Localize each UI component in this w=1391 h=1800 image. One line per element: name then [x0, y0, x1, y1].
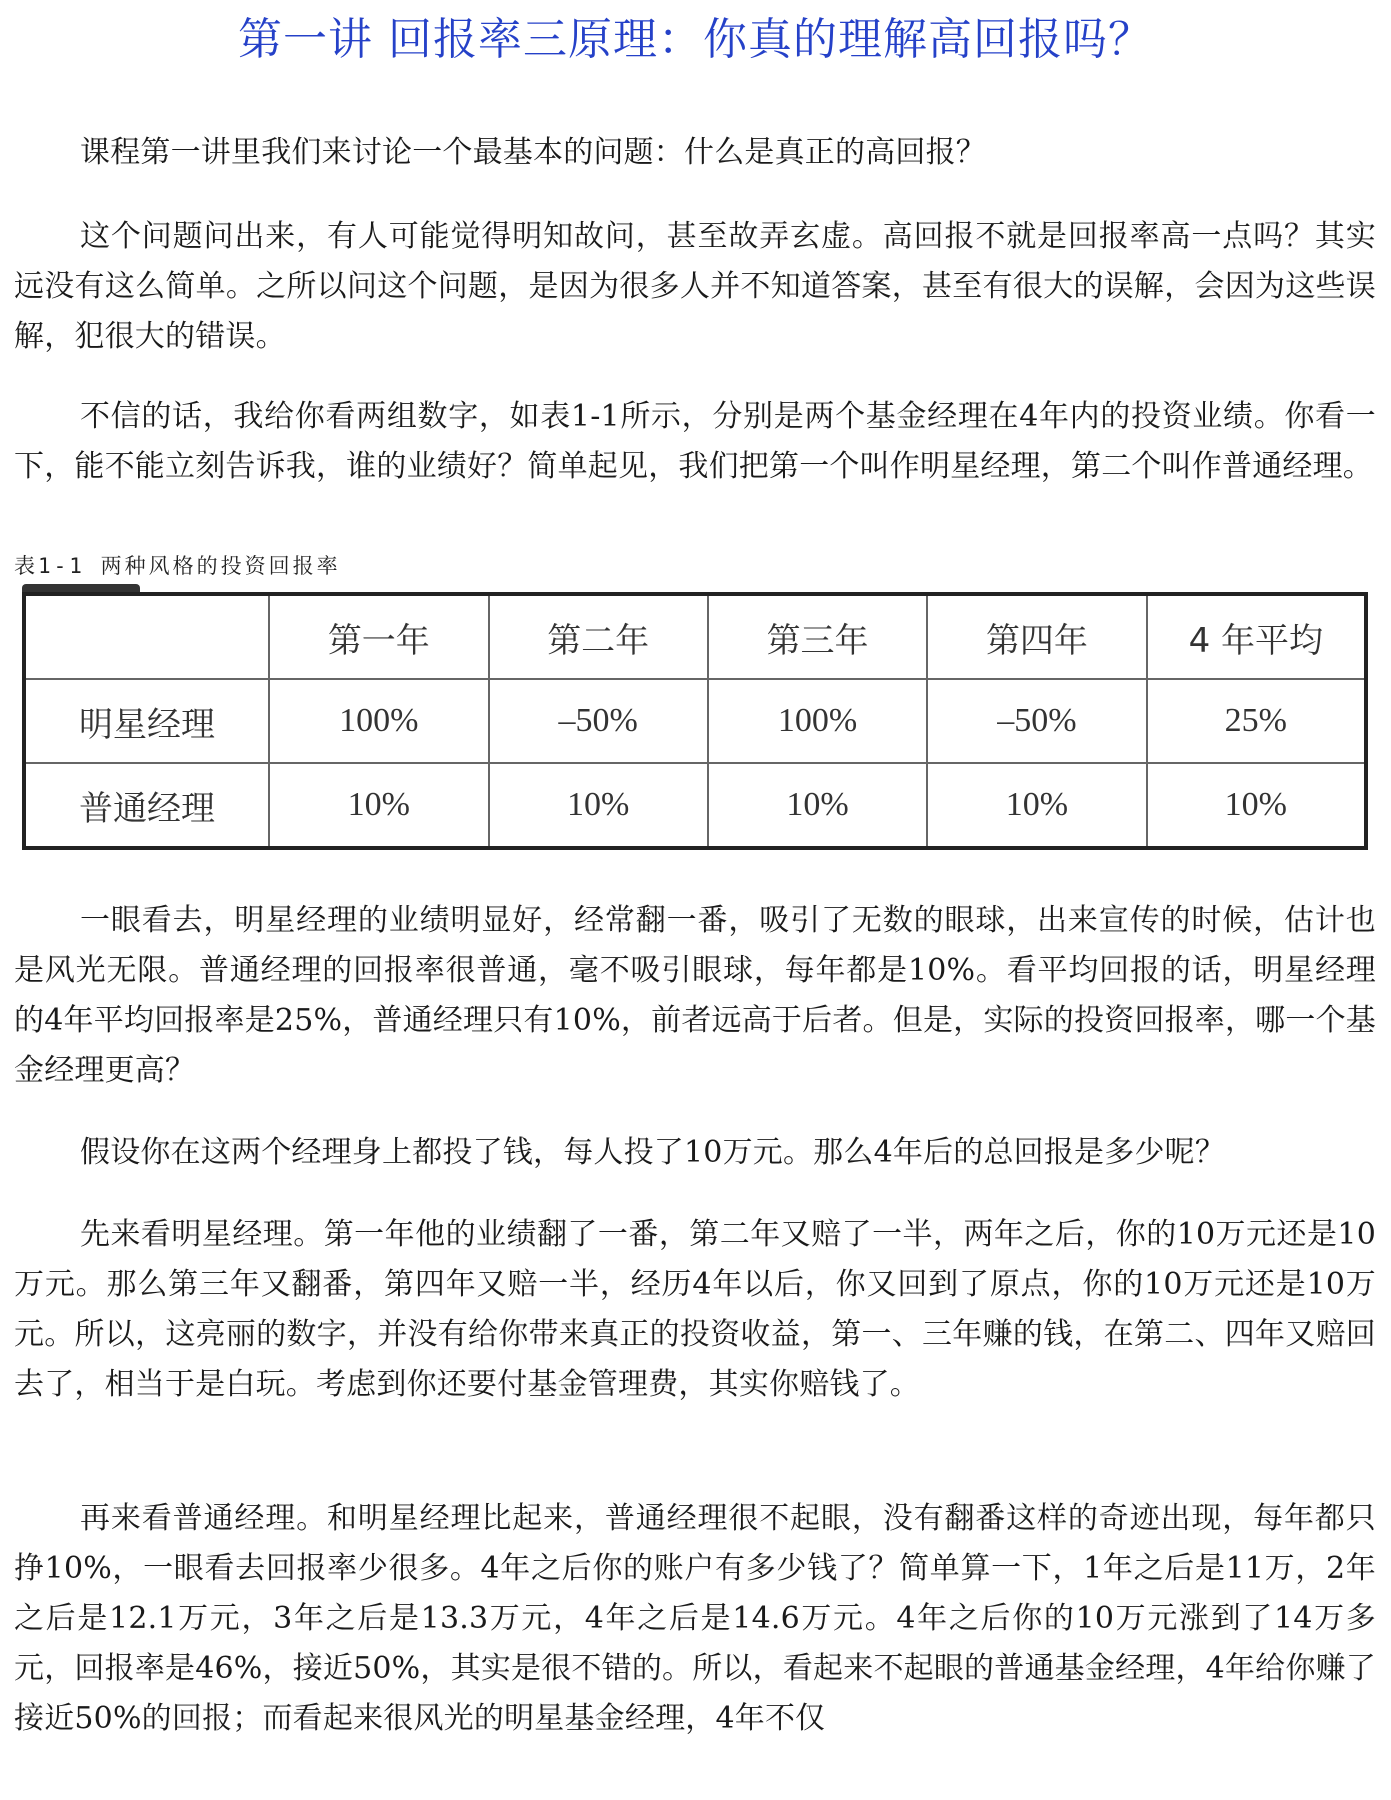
table-cell: 10% — [927, 763, 1146, 848]
table-cell: 10% — [1147, 763, 1366, 848]
returns-table — [22, 592, 1368, 850]
paragraph-example: 不信的话，我给你看两组数字，如表1-1所示，分别是两个基金经理在4年内的投资业绩。你看一下，能不能立刻告诉我，谁的业绩好？简单起见，我们把第一个叫作明星经理，第二个叫作普通经理。 — [14, 399, 1376, 484]
table-header-cell — [24, 594, 269, 679]
table-row — [24, 679, 1366, 763]
paragraph-ordinary-manager: 再来看普通经理。和明星经理比起来，普通经理很不起眼，没有翻番这样的奇迹出现，每年都只挣10%，一眼看去回报率少很多。4年之后你的账户有多少钱了？简单算一下，1年之后是11万，2年之后是12.1万元，3年之后是13.3万元，4年之后是14.6万元。4年之后你的10万元涨到了14万多元，回报率是46%，接近50%，其实是很不错的。所以，看起来不起眼的普通基金经理，4年给你赚了接近50%的回报；而看起来很风光的明星基金经理，4年不仅 — [14, 1501, 1376, 1736]
table-header-cell: 4 年平均 — [1147, 594, 1366, 679]
table-cell: 10% — [269, 763, 488, 848]
page-title: 第一讲 回报率三原理：你真的理解高回报吗？ — [238, 14, 1153, 65]
table-cell: 25% — [1147, 679, 1366, 763]
table-cell: 10% — [708, 763, 927, 848]
table-header-cell: 第一年 — [269, 594, 488, 679]
table-caption: 表1-1 两种风格的投资回报率 — [14, 554, 341, 578]
paragraph-question: 这个问题问出来，有人可能觉得明知故问，甚至故弄玄虚。高回报不就是回报率高一点吗？其实远没有这么简单。之所以问这个问题，是因为很多人并不知道答案，甚至有很大的误解，会因为这些误解，犯很大的错误。 — [14, 219, 1376, 354]
table-header-cell: 第三年 — [708, 594, 927, 679]
paragraph-star-manager: 先来看明星经理。第一年他的业绩翻了一番，第二年又赔了一半，两年之后，你的10万元还是10万元。那么第三年又翻番，第四年又赔一半，经历4年以后，你又回到了原点，你的10万元还是10万元。所以，这亮丽的数字，并没有给你带来真正的投资收益，第一、三年赚的钱，在第二、四年又赔回去了，相当于是白玩。考虑到你还要付基金管理费，其实你赔钱了。 — [14, 1217, 1376, 1402]
table-cell: –50% — [927, 679, 1146, 763]
table-caption-tab — [22, 584, 140, 592]
table-row — [24, 763, 1366, 848]
table-header-cell: 第二年 — [489, 594, 708, 679]
table-cell: 10% — [489, 763, 708, 848]
row-label-star-manager: 明星经理 — [24, 679, 269, 763]
table-header-cell: 第四年 — [927, 594, 1146, 679]
row-label-ordinary-manager: 普通经理 — [24, 763, 269, 848]
table-header-row — [24, 594, 1366, 679]
table-cell: 100% — [708, 679, 927, 763]
paragraph-first-glance: 一眼看去，明星经理的业绩明显好，经常翻一番，吸引了无数的眼球，出来宣传的时候，估计也是风光无限。普通经理的回报率很普通，毫不吸引眼球，每年都是10%。看平均回报的话，明星经理的4年平均回报率是25%，普通经理只有10%，前者远高于后者。但是，实际的投资回报率，哪一个基金经理更高？ — [14, 903, 1376, 1088]
table-cell: –50% — [489, 679, 708, 763]
table-cell: 100% — [269, 679, 488, 763]
paragraph-intro: 课程第一讲里我们来讨论一个最基本的问题：什么是真正的高回报？ — [80, 135, 986, 170]
paragraph-assumption: 假设你在这两个经理身上都投了钱，每人投了10万元。那么4年后的总回报是多少呢？ — [80, 1135, 1226, 1170]
